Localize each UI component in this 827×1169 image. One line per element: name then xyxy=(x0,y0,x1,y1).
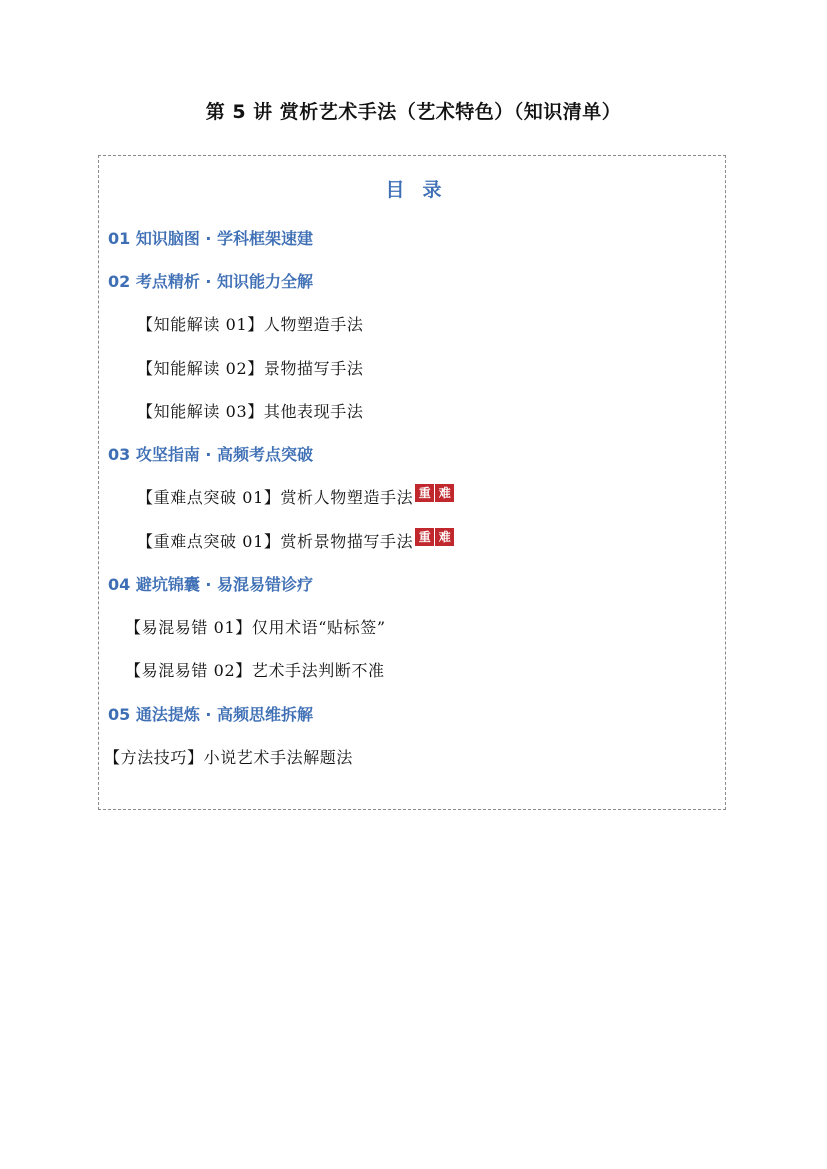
toc-item-fangfa[interactable]: 【方法技巧】小说艺术手法解题法 xyxy=(104,748,354,767)
difficulty-badges xyxy=(415,525,455,547)
toc-item-yihun-01[interactable]: 【易混易错 01】仅用术语“贴标签” xyxy=(125,618,386,637)
toc-section-02[interactable]: 02 考点精析 · 知识能力全解 xyxy=(108,272,314,291)
toc-section-04[interactable]: 04 避坑锦囊 · 易混易错诊疗 xyxy=(108,575,314,594)
badge-nan: 难 xyxy=(435,528,454,546)
page-title: 第 5 讲 赏析艺术手法（艺术特色）（知识清单） xyxy=(205,101,622,123)
badge-zhong: 重 xyxy=(415,528,434,546)
toc-item-label: 【重难点突破 01】赏析景物描写手法 xyxy=(137,532,414,551)
toc-item-label: 【重难点突破 01】赏析人物塑造手法 xyxy=(137,488,414,507)
toc-item-zhongnan-01a[interactable] xyxy=(137,487,455,509)
difficulty-badges xyxy=(415,481,455,503)
badge-zhong: 重 xyxy=(415,484,434,502)
toc-section-05[interactable]: 05 通法提炼 · 高频思维拆解 xyxy=(108,705,314,724)
toc-item-yihun-02[interactable]: 【易混易错 02】艺术手法判断不准 xyxy=(125,661,385,680)
toc-item-zhineng-02[interactable]: 【知能解读 02】景物描写手法 xyxy=(137,359,364,378)
toc-item-zhongnan-01b[interactable] xyxy=(137,531,455,553)
toc-heading: 目录 xyxy=(385,179,460,201)
badge-nan: 难 xyxy=(435,484,454,502)
toc-item-zhineng-03[interactable]: 【知能解读 03】其他表现手法 xyxy=(137,402,364,421)
toc-section-01[interactable]: 01 知识脑图 · 学科框架速建 xyxy=(108,229,314,248)
toc-item-zhineng-01[interactable]: 【知能解读 01】人物塑造手法 xyxy=(137,315,364,334)
toc-section-03[interactable]: 03 攻坚指南 · 高频考点突破 xyxy=(108,445,314,464)
